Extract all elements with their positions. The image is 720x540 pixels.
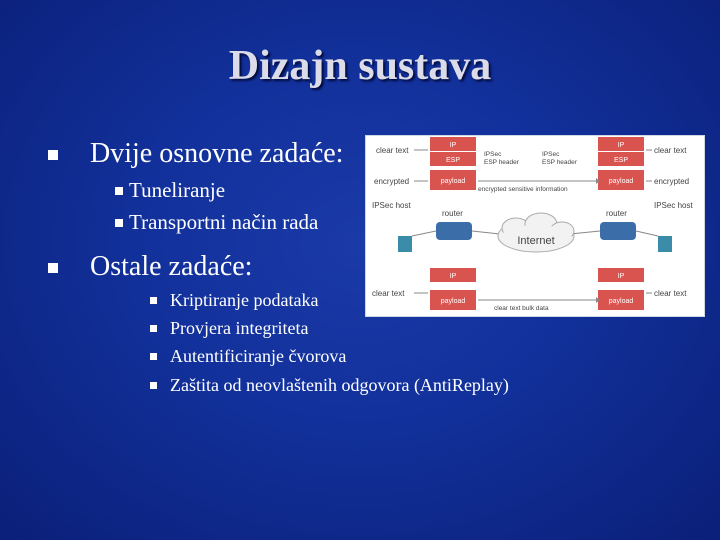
bulk-data-label: clear text bulk data: [494, 305, 549, 312]
clear-text-label-bottom: clear text: [372, 289, 405, 298]
payload-label: payload: [608, 298, 634, 305]
host-icon-right: [658, 236, 672, 252]
bullet-sub-transport: [115, 210, 318, 235]
slide-title: Dizajn sustava: [228, 43, 492, 89]
link-line: [636, 231, 658, 236]
ipsec-diagram: [365, 135, 705, 317]
link-line: [570, 231, 600, 234]
bullet-main-2: [48, 251, 368, 285]
host-icon-left: [398, 236, 412, 252]
internet-label: Internet: [517, 235, 555, 247]
router-label-left: router: [442, 209, 463, 218]
esp-label: ESP: [613, 157, 629, 164]
router-icon-left: [436, 222, 472, 240]
bullet-main-1: [48, 138, 368, 172]
payload-label: payload: [608, 178, 634, 185]
bullet-square-icon: [150, 297, 157, 304]
ipsec-diagram-svg: [366, 136, 704, 316]
bullet-text: Transportni način rada: [129, 210, 319, 234]
encrypted-label-right: encrypted: [654, 177, 690, 186]
bullet-text: Kriptiranje podataka: [170, 290, 319, 310]
ipsec-header-label-left: IPSec ESP header: [484, 151, 519, 166]
clear-text-label: clear text: [376, 146, 409, 155]
link-line: [472, 231, 500, 234]
bullet-square-icon: [150, 325, 157, 332]
ip-label: IP: [617, 142, 625, 149]
esp-label: ESP: [445, 157, 461, 164]
bullet-text: Tuneliranje: [129, 178, 226, 202]
bullet-square-icon: [150, 382, 157, 389]
encrypted-info-label: encrypted sensitive information: [478, 186, 568, 193]
router-label-right: router: [606, 209, 627, 218]
ip-label: IP: [617, 273, 625, 280]
bullet-square-icon: [115, 187, 123, 195]
bullet-text: Dvije osnovne zadaće:: [90, 138, 344, 169]
clear-text-label-bottom-right: clear text: [654, 289, 687, 298]
bullet-text: Ostale zadaće:: [90, 251, 253, 282]
bullet-square-icon: [48, 263, 58, 273]
payload-label: payload: [440, 178, 466, 185]
router-icon-right: [600, 222, 636, 240]
bullet-text: Zaštita od neovlaštenih odgovora (AntiReplay): [170, 375, 509, 395]
ipsec-host-label: IPSec host: [372, 201, 411, 210]
ip-label: IP: [449, 273, 457, 280]
bullet-text: Provjera integriteta: [170, 318, 309, 338]
clear-text-label-right: clear text: [654, 146, 687, 155]
link-line: [412, 231, 436, 236]
bullet-text: Autentificiranje čvorova: [170, 346, 347, 366]
ip-label: IP: [449, 142, 457, 149]
bullet-sub-tuneliranje: [115, 178, 225, 203]
encrypted-label: encrypted: [374, 177, 410, 186]
bullet-sub-integritet: [150, 318, 550, 342]
bullet-sub-antireplay: [150, 375, 630, 399]
payload-label: payload: [440, 298, 466, 305]
bullet-square-icon: [48, 150, 58, 160]
ipsec-header-label-right: IPSec ESP header: [542, 151, 577, 166]
bullet-square-icon: [115, 219, 123, 227]
ipsec-host-label-right: IPSec host: [654, 201, 693, 210]
bullet-sub-autentifikacija: [150, 346, 550, 370]
bullet-square-icon: [150, 353, 157, 360]
